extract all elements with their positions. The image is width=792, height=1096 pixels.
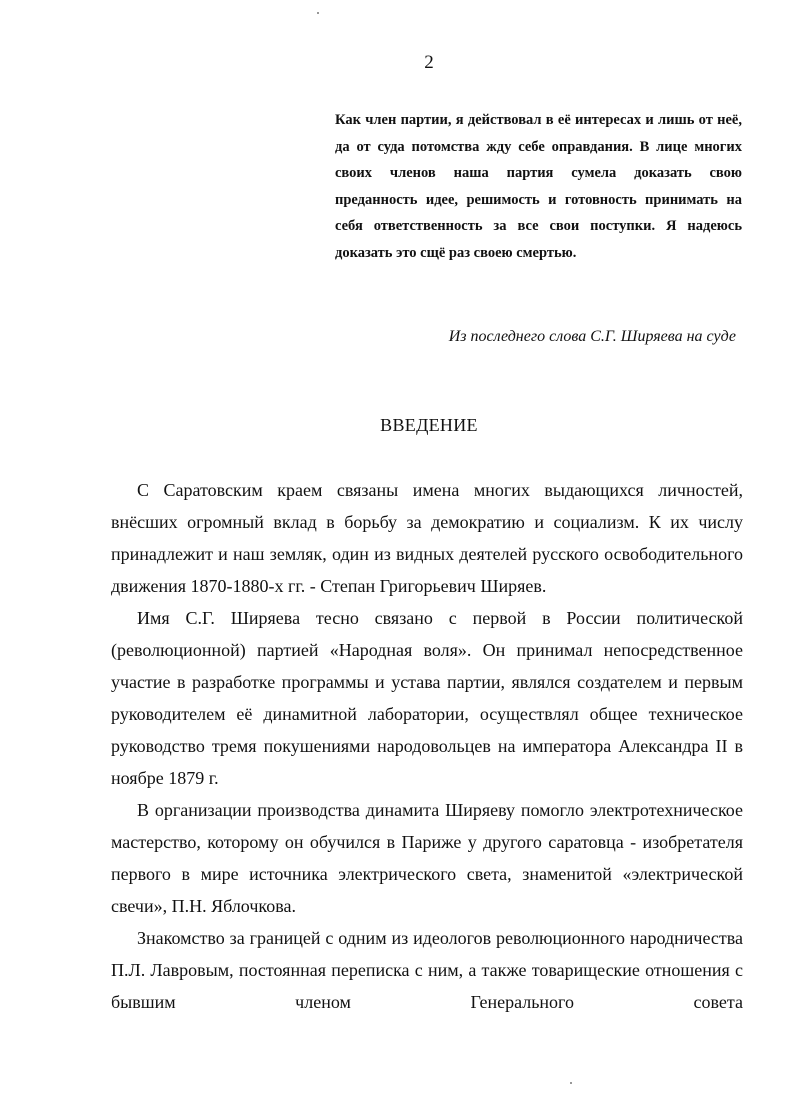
paragraph: Имя С.Г. Ширяева тесно связано с первой в России политической (революционной) партией «Народная воля». Он принимал непосредственное участие в разработке программы и устава партии, являлся создателем и первым руководителем её динамитной лаборатории, осуществлял общее техническое руководство тремя покушениями народовольцев на императора Александра II в ноябре 1879 г. <box>111 608 743 788</box>
scan-speck <box>570 1082 572 1084</box>
body-text <box>111 474 743 1018</box>
paragraph: Знакомство за границей с одним из идеологов революционного народничества П.Л. Лавровым, постоянная переписка с ним, а также товарищеские отношения с бывшим членом Генерального совета <box>111 928 743 1012</box>
section-title: ВВЕДЕНИЕ <box>380 415 478 435</box>
scan-speck <box>317 12 319 14</box>
epigraph-quote: Как член партии, я действовал в её интересах и лишь от неё, да от суда потомства жду себе оправдания. В лице многих своих членов наша партия сумела доказать свою преданность идее, решимость и готовность принимать на себя ответственность за все свои поступки. Я надеюсь доказать это сщё раз своею смертью. <box>335 112 742 261</box>
epigraph-source: Из последнего слова С.Г. Ширяева на суде <box>448 328 736 345</box>
paragraph: С Саратовским краем связаны имена многих выдающихся личностей, внёсших огромный вклад в борьбу за демократию и социализм. К их числу принадлежит и наш земляк, один из видных деятелей русского освободительного движения 1870-1880-х гг. - Степан Григорьевич Ширяев. <box>111 480 743 596</box>
page-number: 2 <box>424 52 434 73</box>
paragraph: В организации производства динамита Ширяеву помогло электротехническое мастерство, которому он обучился в Париже у другого саратовца - изобретателя первого в мире источника электрического света, знаменитой «электрической свечи», П.Н. Яблочкова. <box>111 800 743 916</box>
